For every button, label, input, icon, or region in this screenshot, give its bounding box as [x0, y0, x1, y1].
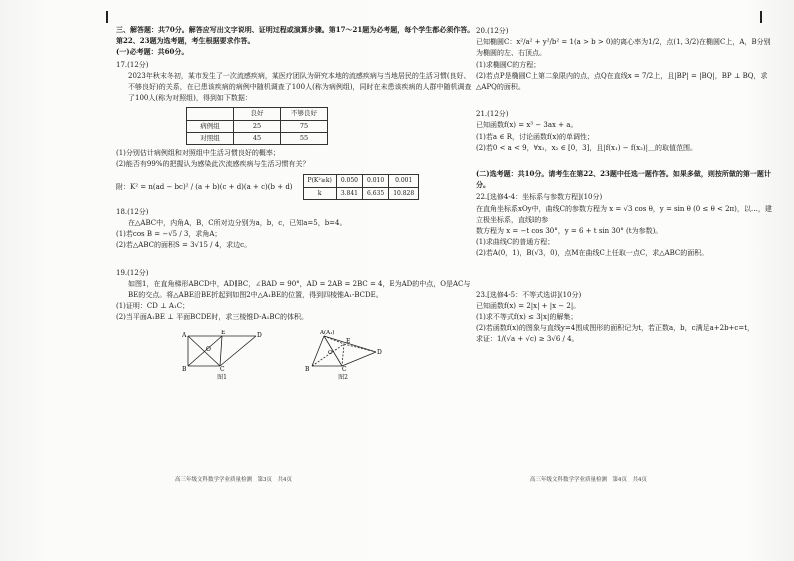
- q22-part1: (1)求曲线C的普通方程；: [476, 238, 555, 247]
- margin-mark: [106, 11, 108, 23]
- q20-stem: 已知椭圆C：x²/a² + y²/b² = 1(a > b > 0)的离心率为1/2，点(1, 3/2)在椭圆C上，A，B分别为椭圆的左、右顶点。: [476, 38, 771, 58]
- table-cell: 55: [281, 132, 328, 144]
- q22-heading: 22.[选修4-4：坐标系与参数方程](10分): [476, 193, 603, 202]
- figure-2: [302, 330, 384, 383]
- point-label: D: [257, 331, 262, 339]
- table-cell: 0.050: [336, 175, 362, 187]
- q17-heading: 17.(12分): [116, 60, 149, 69]
- point-label: A(A₁): [320, 329, 335, 336]
- margin-mark: [760, 11, 762, 23]
- section-2-title: (二)选考题：共10分。请考生在第22、23题中任选一题作答。如果多做，则按所做的第一题计分。: [476, 169, 771, 190]
- table-cell: 良好: [234, 108, 281, 120]
- q17-stem: 2023年秋末冬初，某市发生了一次流感疾病，某医疗团队为研究本地的流感疾病与当地居民的生活习惯(良好、不够良好)的关系，在已患该疾病的病例中随机调查了100人(称为病例组)，同时在未患该疾病的人群中随机调查了100人(称为对照组)，得到如下数据：: [128, 71, 472, 103]
- q23-stem: 已知函数f(x) = 2|x| + |x − 2|。: [476, 301, 581, 310]
- q22-stem: 在直角坐标系xOy中，曲线C的参数方程为 x = √3 cos θ，y = sin θ (0 ≤ θ < 2π)，以…，建立极坐标系，直线l的参: [476, 204, 772, 224]
- table-cell: [187, 108, 234, 120]
- q17-part1: (1)分别估计病例组和对照组中生活习惯良好的概率；: [116, 149, 280, 158]
- point-label: B: [182, 365, 187, 372]
- point-label: C: [220, 365, 225, 372]
- q17-critical-value-table: [303, 174, 420, 199]
- q20-heading: 20.(12分): [476, 27, 509, 35]
- point-label: B: [305, 365, 310, 372]
- q22-stem-line-2: 数方程为 x = −t cos 30°，y = 6 + t sin 30° (t为参数)。: [476, 227, 663, 236]
- q19-part1: (1)证明：CD ⊥ A₁C；: [116, 302, 190, 311]
- q19-stem: 如图1，在直角梯形ABCD中，AD∥BC，∠BAD = 90°，AD = 2AB = 2BC = 4，E为AD的中点，O是AC与BE的交点。将△ABE沿BE折起到如图2中△A₁BE的位置，得到四棱锥A₁-BCDE。: [128, 279, 471, 300]
- figure-1-caption: 图1: [217, 373, 227, 381]
- table-cell: 6.635: [363, 187, 389, 199]
- point-label: O: [328, 349, 333, 356]
- q21-stem: 已知函数f(x) = x³ − 3ax + a。: [476, 121, 578, 130]
- table-cell: 45: [234, 132, 281, 144]
- table-cell: 25: [234, 120, 281, 132]
- q20-part1: (1)求椭圆C的方程；: [476, 60, 541, 69]
- q21-part1: (1)若a ∈ R，讨论函数f(x)的单调性；: [476, 132, 594, 141]
- q21-heading: 21.(12分): [476, 110, 509, 119]
- table-cell: 3.841: [336, 187, 362, 199]
- q19-figures: [182, 330, 476, 383]
- point-label: E: [346, 337, 351, 345]
- section-subtitle: (一)必考题：共60分。: [116, 47, 189, 57]
- table-cell: 对照组: [187, 132, 234, 144]
- table-cell: 0.001: [389, 175, 419, 187]
- pyramid-diagram: [302, 330, 384, 372]
- right-page: [476, 24, 772, 346]
- point-label: D: [377, 348, 382, 356]
- table-cell: 病例组: [187, 120, 234, 132]
- table-cell: 不够良好: [281, 108, 328, 120]
- point-label: E: [221, 329, 226, 336]
- right-page-footer: 高三年级文科数学学业质量检测 第4页 共4页: [530, 477, 648, 483]
- q18-part1: (1)若cos B = −√5 / 3，求角A；: [116, 230, 222, 239]
- q17-part2: (2)能否有99%的把握认为感染此次流感疾病与生活习惯有关？: [116, 160, 310, 169]
- figure-2-caption: 图2: [338, 373, 348, 381]
- table-cell: k: [303, 187, 336, 199]
- point-label: O: [206, 345, 211, 353]
- q18-stem: 在△ABC中，内角A，B，C所对边分别为a，b，c，已知a=5，b=4。: [128, 219, 347, 228]
- table-cell: 10.828: [389, 187, 419, 199]
- q23-proof: 求证：1/(√a + √c) ≥ 3√6 / 4。: [476, 335, 579, 344]
- table-cell: 75: [281, 120, 328, 132]
- trapezoid-diagram: [182, 330, 262, 372]
- q23-part1: (1)求不等式f(x) ≤ 3|x|的解集；: [476, 313, 578, 322]
- q18-heading: 18.(12分): [116, 207, 149, 216]
- section-title: 三、解答题：共70分。解答应写出文字说明、证明过程或演算步骤。第17～21题为必考题，每个学生都必须作答。第22、23题为选考题，考生根据要求作答。: [116, 25, 475, 46]
- q23-heading: 23.[选修4-5：不等式选讲](10分): [476, 290, 582, 299]
- q17-appendix: [116, 174, 476, 199]
- q22-part2: (2)若A(0，1)，B(√3，0)，点M在曲线C上任取一点C，求△ABC的面积。: [476, 249, 709, 258]
- table-cell: 0.010: [363, 175, 389, 187]
- q21-part2: (2)若0 < a < 9，∀x₁，x₂ ∈ [0，3]，且|f(x₁) − f(x₂)|＿的取值范围。: [476, 143, 698, 152]
- q19-part2: (2)当平面A₁BE ⊥ 平面BCDE时，求三棱锥D-A₁BC的体积。: [116, 313, 309, 322]
- table-cell: P(K²≥k): [303, 175, 336, 187]
- left-page-footer: 高三年级文科数学学业质量检测 第3页 共4页: [175, 477, 293, 483]
- q20-part2: (2)若点P是椭圆C上第二象限内的点，点Q在直线x = 7/2上，且|BP| = |BQ|，BP ⊥ BQ，求△APQ的面积。: [476, 71, 768, 92]
- point-label: C: [342, 365, 347, 372]
- point-label: A: [182, 331, 187, 339]
- q23-part2: (2)若函数f(x)的图象与直线y=4围成图形的面积记为t，若正数a，b，c满足a+2b+c=t，: [476, 324, 755, 333]
- q19-heading: 19.(12分): [116, 268, 149, 277]
- left-page: [116, 24, 476, 383]
- q17-formula: 附：K² = n(ad − bc)² / (a + b)(c + d)(a + c)(b + d): [116, 182, 293, 191]
- figure-1: [182, 330, 262, 383]
- q17-data-table: [186, 107, 328, 145]
- q18-part2: (2)若△ABC的面积S = 3√15 / 4，求边c。: [116, 241, 252, 250]
